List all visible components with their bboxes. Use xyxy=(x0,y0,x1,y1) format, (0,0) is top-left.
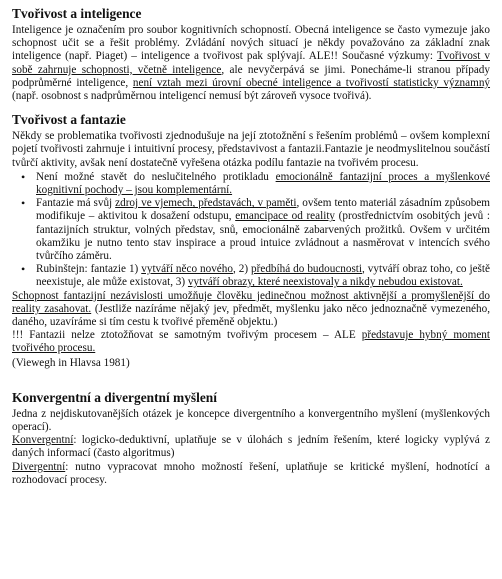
text-run: (např. osobnost s nadprůměrnou inteligencí nemusí být zároveň vysoce tvořivá). xyxy=(12,90,372,103)
section-fantasy xyxy=(12,112,490,370)
underlined-text: představuje hybný moment tvořivého procesu. xyxy=(12,329,490,355)
section-paragraph xyxy=(12,24,490,103)
underlined-text: předbíhá do budoucnosti xyxy=(251,263,363,276)
section-paragraph xyxy=(12,290,490,330)
text-run: Není možné stavět do neslučitelného protikladu xyxy=(36,170,276,183)
list-item xyxy=(36,197,490,263)
list-item xyxy=(36,263,490,289)
section-intro: Někdy se problematika tvořivosti zjednodušuje na její ztotožnění s řešením problémů – ovšem komplexní pojetí tvořivosti zahrnuje i intuitivní procesy, představivost a fantazii.Fantazie je neodmyslitelnou součástí tvůrčí aktivity, avšak není dostatečně vyřešena otázka podílu fantazie na tvořivém procesu. xyxy=(12,130,490,169)
text-run: , ale nevyčerpává se jimi. Ponecháme-li stranou případy podprůměrné inteligence, xyxy=(12,63,490,89)
section-intelligence xyxy=(12,6,490,103)
term-definition: : logicko-deduktivní, uplatňuje se v úlohách s jedním řešením, které logicky vyplývá z daných informací (často algoritmus) xyxy=(12,434,490,460)
text-run: , ovšem tento materiál zásadním způsobem modifikuje – aktivitou k dosažení odstupu, xyxy=(36,197,490,223)
text-run: Rubinštejn: fantazie 1) xyxy=(36,263,142,276)
underlined-text: vytváří obrazy, které neexistovaly a nikdy nebudou existovat. xyxy=(187,276,463,289)
text-run: !!! Fantazii nelze ztotožňovat se samotným tvořivým procesem – ALE xyxy=(12,329,362,342)
underlined-text: není vztah mezi úrovní obecné inteligence a tvořivostí statisticky významný xyxy=(132,76,491,89)
bullet-list xyxy=(12,171,490,290)
document-page xyxy=(12,6,490,487)
term-label: Konvergentní xyxy=(12,434,74,447)
term-label: Divergentní xyxy=(12,460,66,473)
section-heading: Tvořivost a inteligence xyxy=(12,6,142,21)
text-run: (prostřednictvím osobitých jevů : fantazijních struktur, volných představ, snů, emocionálně zabarvených prožitků. Ovšem v určitém okamžiku je nutno tento stav inspirace a proud intuice zvládnout a nasměrovat v intencích svého tvůrčího záměru. xyxy=(36,210,490,263)
section-thinking xyxy=(12,390,490,487)
text-run: Inteligence je označením pro soubor kognitivních schopností. Obecná inteligence se často vymezuje jako schopnost učit se a řešit problémy. Zvládání nových situací je někdy považováno za základní znak inteligence (např. Piaget) – inteligence a tvořivost pak splývají. ALE!! Současné výzkumy: xyxy=(12,24,490,63)
underlined-text: emancipace od reality xyxy=(235,210,336,223)
underlined-text: Tvořivost v sobě zahrnuje schopnosti, včetně inteligence xyxy=(12,50,490,76)
list-item xyxy=(36,171,490,197)
text-run: (Jestliže nazíráme nějaký jev, předmět, myšlenku jako něco jednoznačně vymezeného, daného, uzavíráme si tím cestu k tvořivé přeměně objektu.) xyxy=(12,302,490,329)
text-run: , 2) xyxy=(232,263,252,276)
term-definition: : nutno vypracovat mnoho možností řešení, uplatňuje se kritické myšlení, hodnotící a rozhodovací procesy. xyxy=(12,460,490,486)
underlined-text: emocionálně fantazijní proces a myšlenkové kognitivní pochody – jsou komplementární. xyxy=(36,170,490,197)
text-run: Fantazie má svůj xyxy=(36,197,116,210)
citation: (Viewegh in Hlavsa 1981) xyxy=(12,356,130,369)
underlined-text: zdroj ve vjemech, představách, v paměti xyxy=(115,197,297,210)
text-run: , vytváří obraz toho, co ještě neexistuje, ale může existovat, 3) xyxy=(36,263,490,289)
definition-divergent xyxy=(12,461,490,487)
underlined-text: vytváří něco nového xyxy=(141,263,233,276)
definition-convergent xyxy=(12,434,490,460)
section-intro: Jedna z nejdiskutovanějších otázek je koncepce divergentního a konvergentního myšlení (myšlenkových operací). xyxy=(12,407,490,434)
section-note xyxy=(12,329,490,355)
section-heading: Tvořivost a fantazie xyxy=(12,112,126,128)
section-heading: Konvergentní a divergentní myšlení xyxy=(12,389,217,405)
underlined-text: Schopnost fantazijní nezávislosti umožňuje člověku jedinečnou možnost aktivnější a promyšlenější do reality zasahovat. xyxy=(12,289,490,315)
